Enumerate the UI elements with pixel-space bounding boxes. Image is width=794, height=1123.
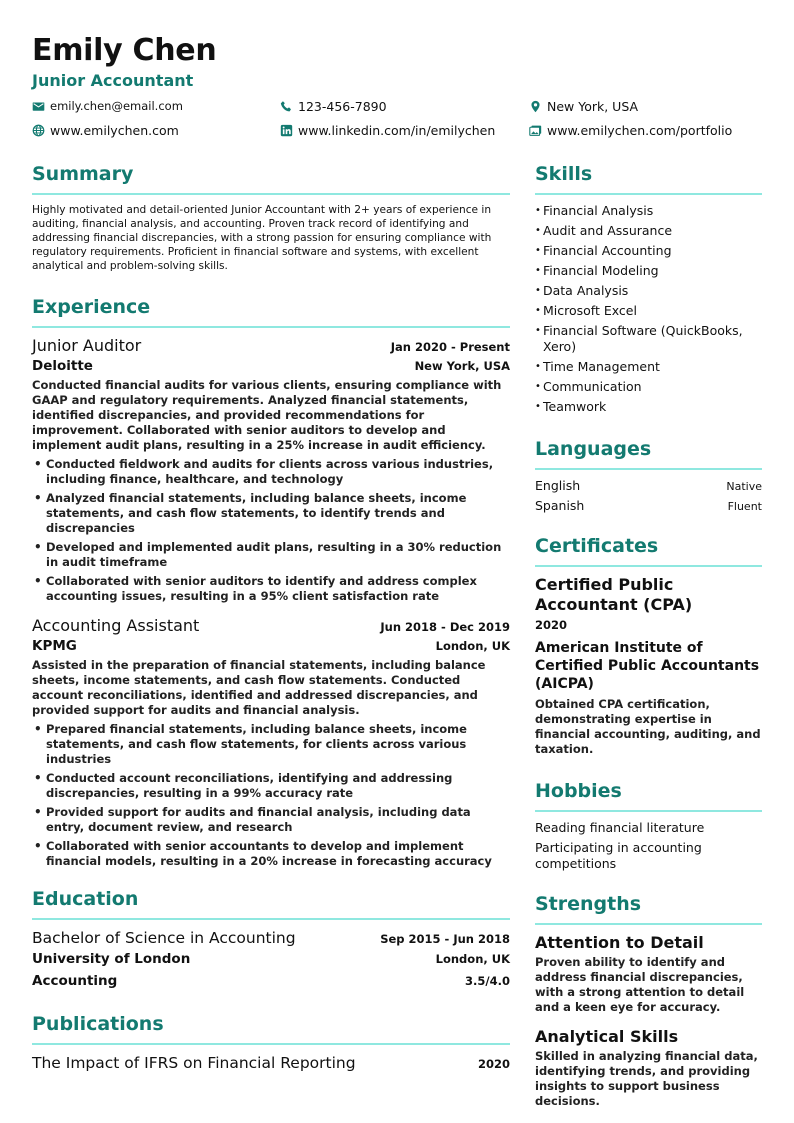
language-level: Native	[726, 480, 762, 493]
hobbies-list	[535, 820, 762, 872]
education-school: University of London	[32, 951, 191, 967]
contact-location	[529, 97, 772, 115]
hobby-item: Reading financial literature	[535, 820, 705, 835]
skill-item: • Financial Modeling	[535, 263, 762, 279]
language-item	[535, 498, 762, 514]
experience-location: New York, USA	[414, 359, 510, 373]
experience-bullet: • Analyzed financial statements, including balance sheets, income statements, and cash flow statements, to identify trends and discrepancies	[32, 491, 510, 536]
email-icon	[32, 100, 45, 113]
skill-item: • Audit and Assurance	[535, 223, 762, 239]
strengths-heading: Strengths	[535, 892, 762, 925]
experience-description: Conducted financial audits for various clients, ensuring compliance with GAAP and regulatory requirements. Analyzed financial statements, identified discrepancies, and provided recommendations for improvement. Collaborated with senior auditors to develop and implement audit plans, resulting in a 25% increase in audit efficiency.	[32, 378, 502, 452]
summary-heading: Summary	[32, 162, 510, 195]
strength-description: Proven ability to identify and address financial discrepancies, with a strong attention to detail and a keen eye for accuracy.	[535, 955, 745, 1014]
experience-dates: Jan 2020 - Present	[390, 340, 510, 354]
strength-title: Analytical Skills	[535, 1027, 679, 1046]
education-field: Accounting	[32, 973, 118, 989]
languages-list	[535, 478, 762, 514]
skill-item: • Financial Accounting	[535, 243, 762, 259]
hobby-item: Participating in accounting competitions	[535, 840, 702, 871]
education-gpa: 3.5/4.0	[465, 974, 510, 988]
education-heading: Education	[32, 887, 510, 920]
publications-heading: Publications	[32, 1012, 510, 1045]
certificate-description: Obtained CPA certification, demonstrating expertise in financial accounting, auditing, and taxation.	[535, 697, 761, 756]
strength-title: Attention to Detail	[535, 933, 704, 952]
experience-company: KPMG	[32, 638, 77, 654]
summary-text: Highly motivated and detail-oriented Junior Accountant with 2+ years of experience in auditing, financial analysis, and accounting. Proven track record of identifying and addressing financial discrepancies, with a strong passion for ensuring compliance with regulatory requirements. Proficient in financial software and systems, with excellent analytical and problem-solving skills.	[32, 204, 492, 272]
candidate-name: Emily Chen	[32, 33, 217, 68]
certificate-entry	[535, 575, 762, 757]
languages-heading: Languages	[535, 437, 762, 470]
contact-location-text: New York, USA	[547, 98, 639, 114]
certificate-year: 2020	[535, 618, 568, 632]
education-entry	[32, 928, 510, 992]
contact-email-text: emily.chen@email.com	[50, 99, 183, 113]
skill-item: • Financial Analysis	[535, 203, 762, 219]
skills-list	[535, 203, 762, 415]
skill-item: • Communication	[535, 379, 762, 395]
certificate-issuer: American Institute of Certified Public Accountants (AICPA)	[535, 640, 760, 692]
experience-entry	[32, 616, 510, 869]
language-name: Spanish	[535, 498, 585, 513]
experience-bullets	[32, 722, 510, 869]
left-column	[32, 162, 510, 1073]
publication-entry	[32, 1053, 510, 1073]
contact-portfolio[interactable]	[529, 121, 772, 139]
contact-email[interactable]	[32, 97, 280, 115]
experience-company: Deloitte	[32, 358, 93, 374]
contact-website[interactable]	[32, 121, 280, 139]
skill-item: • Financial Software (QuickBooks, Xero)	[535, 323, 762, 355]
experience-bullet: • Conducted fieldwork and audits for clients across various industries, including finance, healthcare, and technology	[32, 457, 510, 487]
strength-entry	[535, 1027, 762, 1109]
contact-linkedin-text: www.linkedin.com/in/emilychen	[298, 122, 496, 138]
skill-item: • Teamwork	[535, 399, 762, 415]
experience-location: London, UK	[435, 639, 510, 653]
experience-title: Junior Auditor	[32, 336, 142, 355]
experience-bullet: • Collaborated with senior auditors to identify and address complex accounting issues, resulting in a 95% client satisfaction rate	[32, 574, 510, 604]
phone-icon	[280, 100, 293, 113]
right-column	[535, 162, 762, 1121]
job-title: Junior Accountant	[32, 71, 194, 90]
resume-header	[32, 34, 762, 91]
contact-website-text: www.emilychen.com	[50, 122, 179, 138]
contact-portfolio-text: www.emilychen.com/portfolio	[547, 122, 733, 138]
experience-bullet: • Provided support for audits and financial analysis, including data entry, document review, and research	[32, 805, 510, 835]
language-level: Fluent	[727, 500, 762, 513]
contact-phone[interactable]	[280, 97, 529, 115]
contact-linkedin[interactable]	[280, 121, 529, 139]
experience-title: Accounting Assistant	[32, 616, 200, 635]
strength-entry	[535, 933, 762, 1015]
experience-description: Assisted in the preparation of financial statements, including balance sheets, income statements, and cash flow statements. Conducted account reconciliations, identified and addressed discrepancies, and provided support for audits and financial analysis.	[32, 658, 486, 717]
experience-bullet: • Developed and implemented audit plans, resulting in a 30% reduction in audit timeframe	[32, 540, 510, 570]
globe-icon	[32, 124, 45, 137]
experience-bullets	[32, 457, 510, 604]
language-item	[535, 478, 762, 494]
experience-heading: Experience	[32, 295, 510, 328]
certificates-heading: Certificates	[535, 534, 762, 567]
experience-bullet: • Conducted account reconciliations, identifying and addressing discrepancies, resulting in a 99% accuracy rate	[32, 771, 510, 801]
skills-heading: Skills	[535, 162, 762, 195]
experience-bullet: • Collaborated with senior accountants to develop and implement financial models, resulting in a 20% increase in forecasting accuracy	[32, 839, 510, 869]
certificate-name: Certified Public Accountant (CPA)	[535, 575, 693, 614]
language-name: English	[535, 478, 581, 493]
portfolio-icon	[529, 124, 542, 137]
contact-phone-text: 123-456-7890	[298, 98, 387, 114]
education-dates: Sep 2015 - Jun 2018	[380, 932, 510, 946]
contact-info	[32, 97, 772, 139]
publication-title: The Impact of IFRS on Financial Reporting	[32, 1054, 356, 1072]
experience-dates: Jun 2018 - Dec 2019	[380, 620, 510, 634]
skill-item: • Time Management	[535, 359, 762, 375]
hobbies-heading: Hobbies	[535, 779, 762, 812]
experience-bullet: • Prepared financial statements, including balance sheets, income statements, and cash flow statements, for clients across various industries	[32, 722, 510, 767]
skill-item: • Data Analysis	[535, 283, 762, 299]
publication-year: 2020	[477, 1057, 510, 1071]
education-degree: Bachelor of Science in Accounting	[32, 929, 296, 947]
skill-item: • Microsoft Excel	[535, 303, 762, 319]
linkedin-icon	[280, 124, 293, 137]
education-location: London, UK	[435, 952, 510, 966]
strength-description: Skilled in analyzing financial data, identifying trends, and providing insights to support business decisions.	[535, 1049, 758, 1108]
experience-entry	[32, 336, 510, 604]
location-pin-icon	[529, 100, 542, 113]
